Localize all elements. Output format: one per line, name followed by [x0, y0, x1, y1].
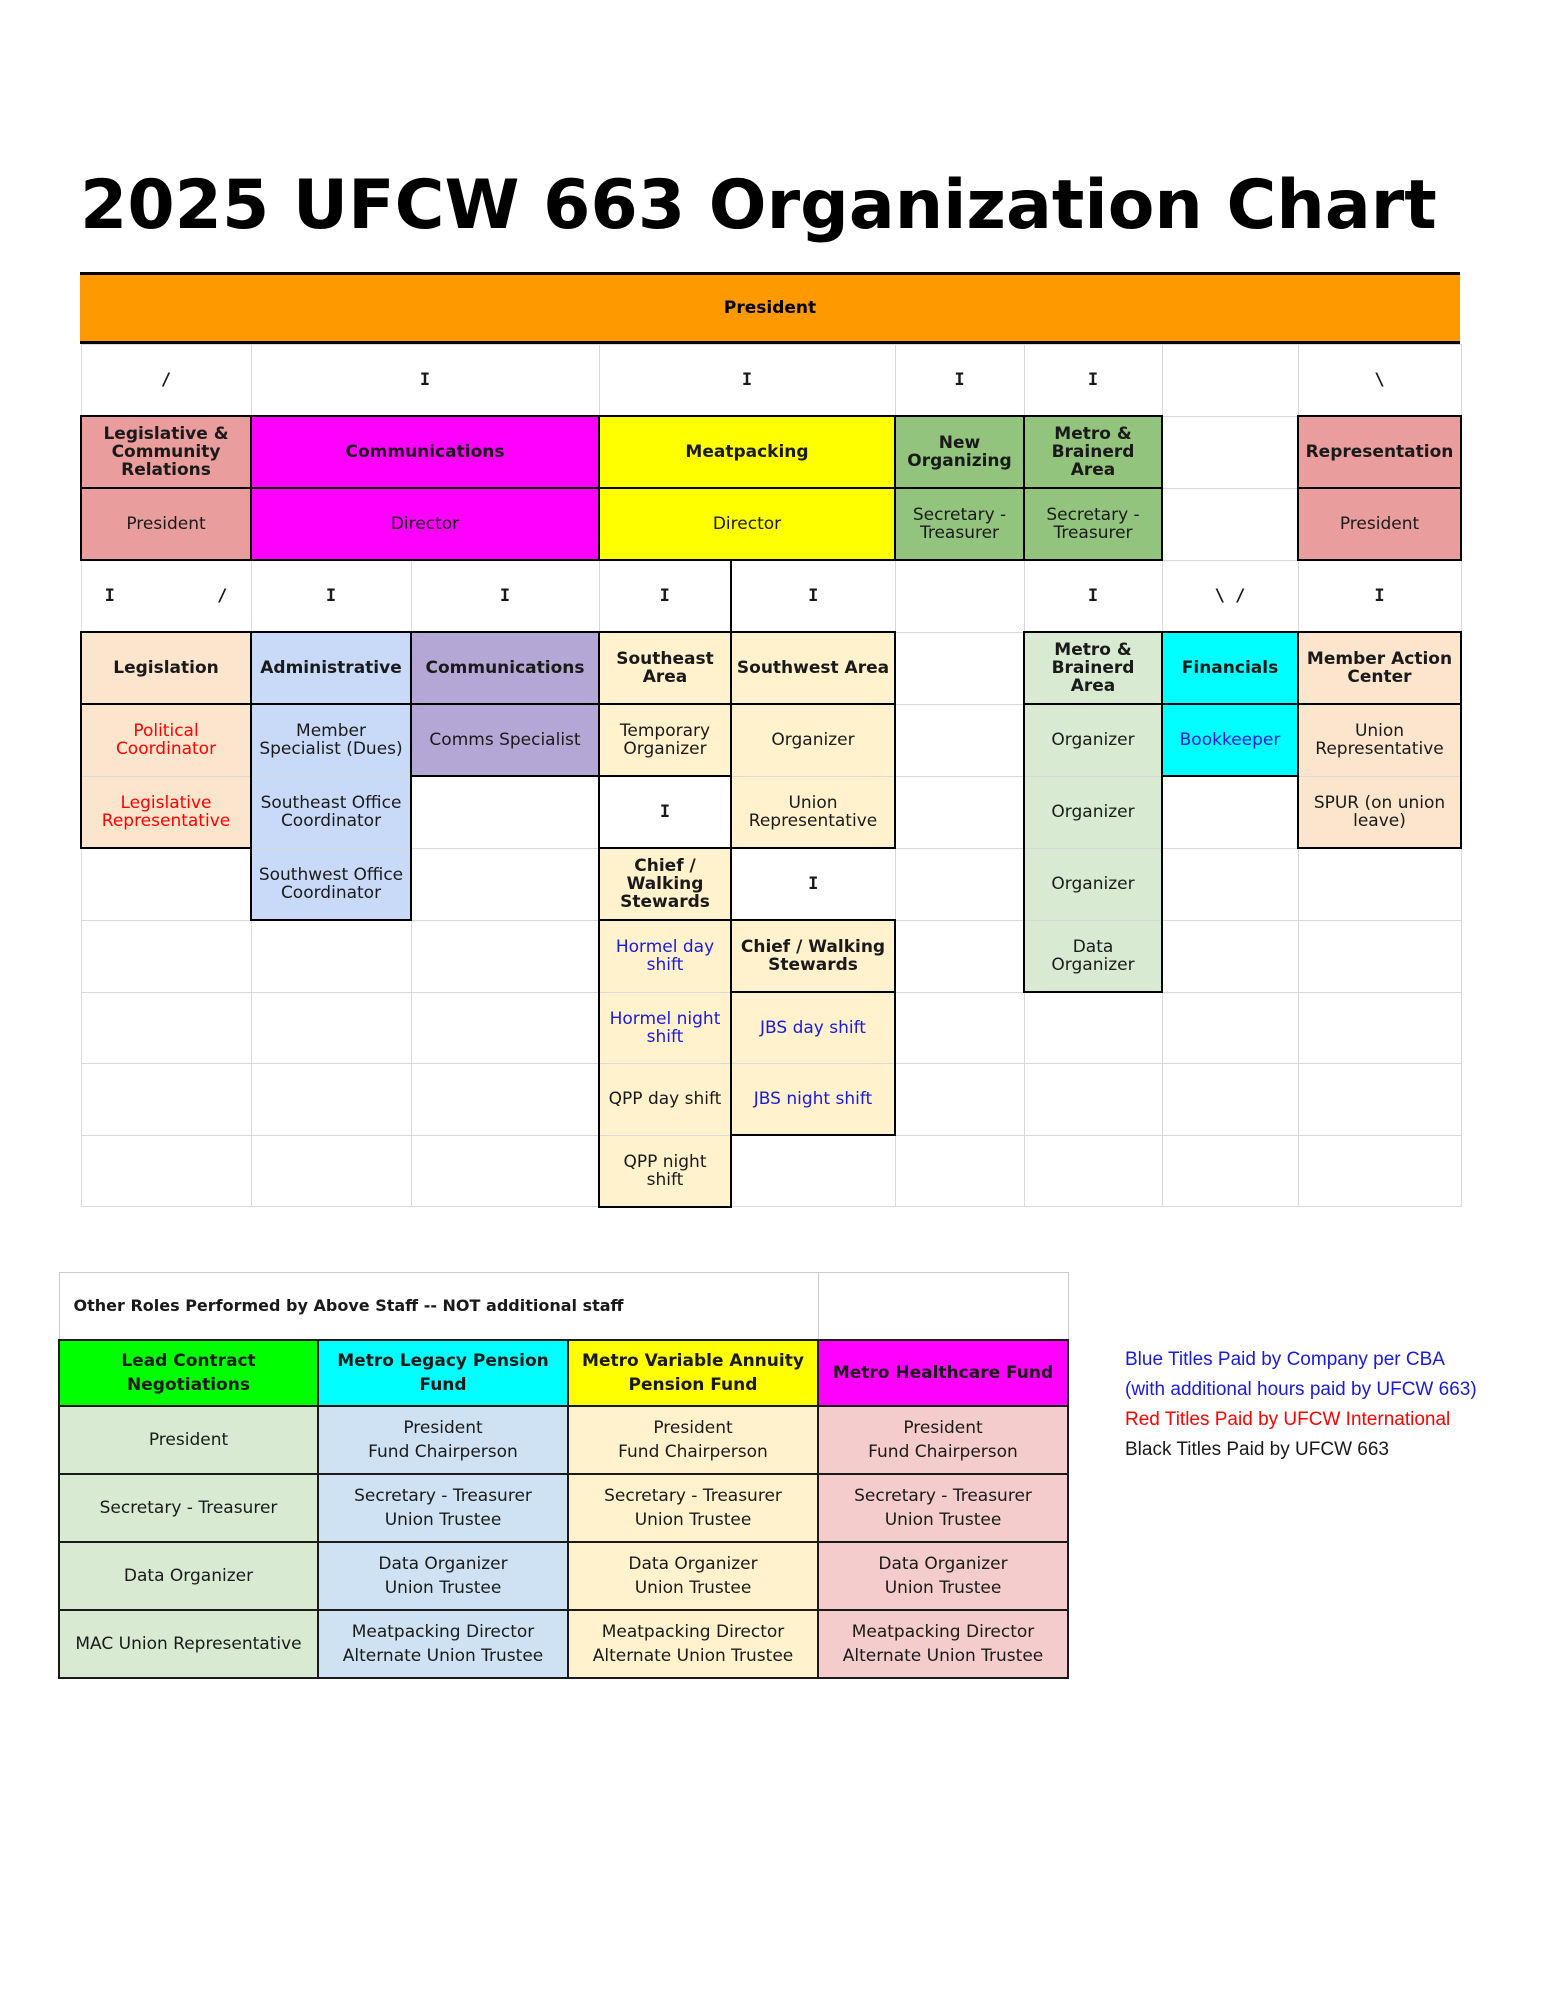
connector: I	[599, 560, 731, 632]
other-roles-caption: Other Roles Performed by Above Staff -- NOT additional staff	[59, 1273, 818, 1341]
role-jbs-day-shift: JBS day shift	[731, 992, 895, 1064]
role-cell: President	[59, 1406, 318, 1474]
empty-cell	[411, 1064, 599, 1136]
connector	[895, 560, 1024, 632]
empty-cell	[1298, 1135, 1461, 1207]
role-cell: Data Organizer Union Trustee	[568, 1542, 818, 1610]
president-box: President	[80, 272, 1460, 344]
role-jbs-night-shift: JBS night shift	[731, 1064, 895, 1136]
empty-cell	[81, 848, 251, 920]
empty-cell	[895, 1135, 1024, 1207]
role-cell: Data Organizer Union Trustee	[818, 1542, 1068, 1610]
role-member-specialist: Member Specialist (Dues)	[251, 704, 411, 776]
connector: I	[251, 560, 411, 632]
empty-cell	[251, 992, 411, 1064]
dept-representation: Representation	[1298, 416, 1461, 488]
legend-red: Red Titles Paid by UFCW International	[1125, 1409, 1451, 1430]
role-legislative-representative: Legislative Representative	[81, 776, 251, 848]
connector: I	[1298, 560, 1461, 632]
empty-cell	[251, 1135, 411, 1207]
legend-blue-line-2: (with additional hours paid by UFCW 663)	[1125, 1379, 1477, 1400]
empty-cell	[895, 848, 1024, 920]
role-southeast-chief-stewards: Chief / Walking Stewards	[599, 848, 731, 920]
group-legislation: Legislation	[81, 632, 251, 704]
connector: I	[1024, 345, 1162, 417]
empty-cell	[411, 920, 599, 992]
dept-legislative: Legislative & Community Relations	[81, 416, 251, 488]
head-legislative: President	[81, 488, 251, 560]
connector: I	[599, 345, 895, 417]
group-administrative: Administrative	[251, 632, 411, 704]
empty-cell	[1162, 776, 1298, 848]
empty-cell	[895, 992, 1024, 1064]
empty-cell	[1162, 416, 1298, 488]
dept-communications: Communications	[251, 416, 599, 488]
role-metro-organizer: Organizer	[1024, 704, 1162, 776]
empty-cell	[1162, 920, 1298, 992]
role-metro-organizer: Organizer	[1024, 848, 1162, 920]
role-hormel-day-shift: Hormel day shift	[599, 920, 731, 992]
role-cell: Secretary - Treasurer Union Trustee	[318, 1474, 568, 1542]
empty-cell	[411, 776, 599, 848]
role-comms-specialist: Comms Specialist	[411, 704, 599, 776]
empty-cell	[1162, 992, 1298, 1064]
role-hormel-night-shift: Hormel night shift	[599, 992, 731, 1064]
role-union-representative: Union Representative	[1298, 704, 1461, 776]
role-qpp-day-shift: QPP day shift	[599, 1064, 731, 1136]
group-southeast: Southeast Area	[599, 632, 731, 704]
role-southeast-office-coordinator: Southeast Office Coordinator	[251, 776, 411, 848]
empty-cell	[251, 920, 411, 992]
role-cell: President Fund Chairperson	[318, 1406, 568, 1474]
group-member-action-center: Member Action Center	[1298, 632, 1461, 704]
role-bookkeeper: Bookkeeper	[1162, 704, 1298, 776]
page-title: 2025 UFCW 663 Organization Chart	[80, 166, 1437, 245]
other-roles-section	[58, 1272, 1069, 1679]
connector: I /	[81, 560, 251, 632]
dept-new-organizing: New Organizing	[895, 416, 1024, 488]
role-qpp-night-shift: QPP night shift	[599, 1135, 731, 1207]
empty-cell	[81, 992, 251, 1064]
empty-cell	[1024, 1064, 1162, 1136]
role-cell: President Fund Chairperson	[818, 1406, 1068, 1474]
role-southwest-organizer: Organizer	[731, 704, 895, 776]
empty-cell	[731, 1135, 895, 1207]
header-metro-variable-annuity: Metro Variable Annuity Pension Fund	[568, 1340, 818, 1406]
role-metro-organizer: Organizer	[1024, 776, 1162, 848]
legend-black: Black Titles Paid by UFCW 663	[1125, 1439, 1389, 1460]
empty-cell	[1024, 1135, 1162, 1207]
connector: I	[1024, 560, 1162, 632]
role-cell: Data Organizer Union Trustee	[318, 1542, 568, 1610]
role-cell: Data Organizer	[59, 1542, 318, 1610]
role-cell: Secretary - Treasurer Union Trustee	[568, 1474, 818, 1542]
role-cell: MAC Union Representative	[59, 1610, 318, 1678]
dept-metro-brainerd: Metro & Brainerd Area	[1024, 416, 1162, 488]
other-roles-table	[58, 1272, 1069, 1679]
connector: \	[1298, 345, 1461, 417]
empty-cell	[251, 1064, 411, 1136]
role-temporary-organizer: Temporary Organizer	[599, 704, 731, 776]
empty-cell	[411, 1135, 599, 1207]
empty-cell	[81, 920, 251, 992]
empty-cell	[411, 992, 599, 1064]
empty-cell	[81, 1064, 251, 1136]
empty-cell	[1024, 992, 1162, 1064]
head-meatpacking: Director	[599, 488, 895, 560]
empty-cell	[1298, 920, 1461, 992]
role-political-coordinator: Political Coordinator	[81, 704, 251, 776]
connector: \ /	[1162, 560, 1298, 632]
org-chart	[80, 272, 1460, 1208]
role-cell: Meatpacking Director Alternate Union Trustee	[568, 1610, 818, 1678]
header-metro-legacy-pension: Metro Legacy Pension Fund	[318, 1340, 568, 1406]
empty-cell	[1298, 848, 1461, 920]
head-representation: President	[1298, 488, 1461, 560]
head-new-organizing: Secretary - Treasurer	[895, 488, 1024, 560]
group-financials: Financials	[1162, 632, 1298, 704]
empty-cell	[1162, 1064, 1298, 1136]
role-cell: Meatpacking Director Alternate Union Trustee	[318, 1610, 568, 1678]
empty-cell	[818, 1273, 1068, 1341]
connector: I	[411, 560, 599, 632]
role-spur: SPUR (on union leave)	[1298, 776, 1461, 848]
role-data-organizer: Data Organizer	[1024, 920, 1162, 992]
org-grid	[80, 344, 1462, 1208]
role-cell: Meatpacking Director Alternate Union Trustee	[818, 1610, 1068, 1678]
connector: I	[895, 345, 1024, 417]
empty-cell	[411, 848, 599, 920]
role-southwest-union-representative: Union Representative	[731, 776, 895, 848]
empty-cell	[895, 632, 1024, 704]
connector: I	[731, 560, 895, 632]
group-southwest: Southwest Area	[731, 632, 895, 704]
header-lead-contract-negotiations: Lead Contract Negotiations	[59, 1340, 318, 1406]
empty-cell	[895, 1064, 1024, 1136]
dept-meatpacking: Meatpacking	[599, 416, 895, 488]
empty-cell	[1298, 1064, 1461, 1136]
empty-cell	[1162, 848, 1298, 920]
pay-legend	[1125, 1345, 1477, 1465]
empty-cell	[1298, 992, 1461, 1064]
role-cell: Secretary - Treasurer Union Trustee	[818, 1474, 1068, 1542]
connector: I	[731, 848, 895, 920]
connector: I	[599, 776, 731, 848]
empty-cell	[1162, 488, 1298, 560]
empty-cell	[895, 776, 1024, 848]
group-communications: Communications	[411, 632, 599, 704]
empty-cell	[895, 704, 1024, 776]
head-metro-brainerd: Secretary - Treasurer	[1024, 488, 1162, 560]
connector	[1162, 345, 1298, 417]
empty-cell	[895, 920, 1024, 992]
role-southwest-chief-stewards: Chief / Walking Stewards	[731, 920, 895, 992]
connector: /	[81, 345, 251, 417]
empty-cell	[81, 1135, 251, 1207]
empty-cell	[1162, 1135, 1298, 1207]
role-southwest-office-coordinator: Southwest Office Coordinator	[251, 848, 411, 920]
role-cell: Secretary - Treasurer	[59, 1474, 318, 1542]
header-metro-healthcare: Metro Healthcare Fund	[818, 1340, 1068, 1406]
head-communications: Director	[251, 488, 599, 560]
group-metro-brainerd: Metro & Brainerd Area	[1024, 632, 1162, 704]
role-cell: President Fund Chairperson	[568, 1406, 818, 1474]
legend-blue-line-1: Blue Titles Paid by Company per CBA	[1125, 1349, 1445, 1370]
connector: I	[251, 345, 599, 417]
